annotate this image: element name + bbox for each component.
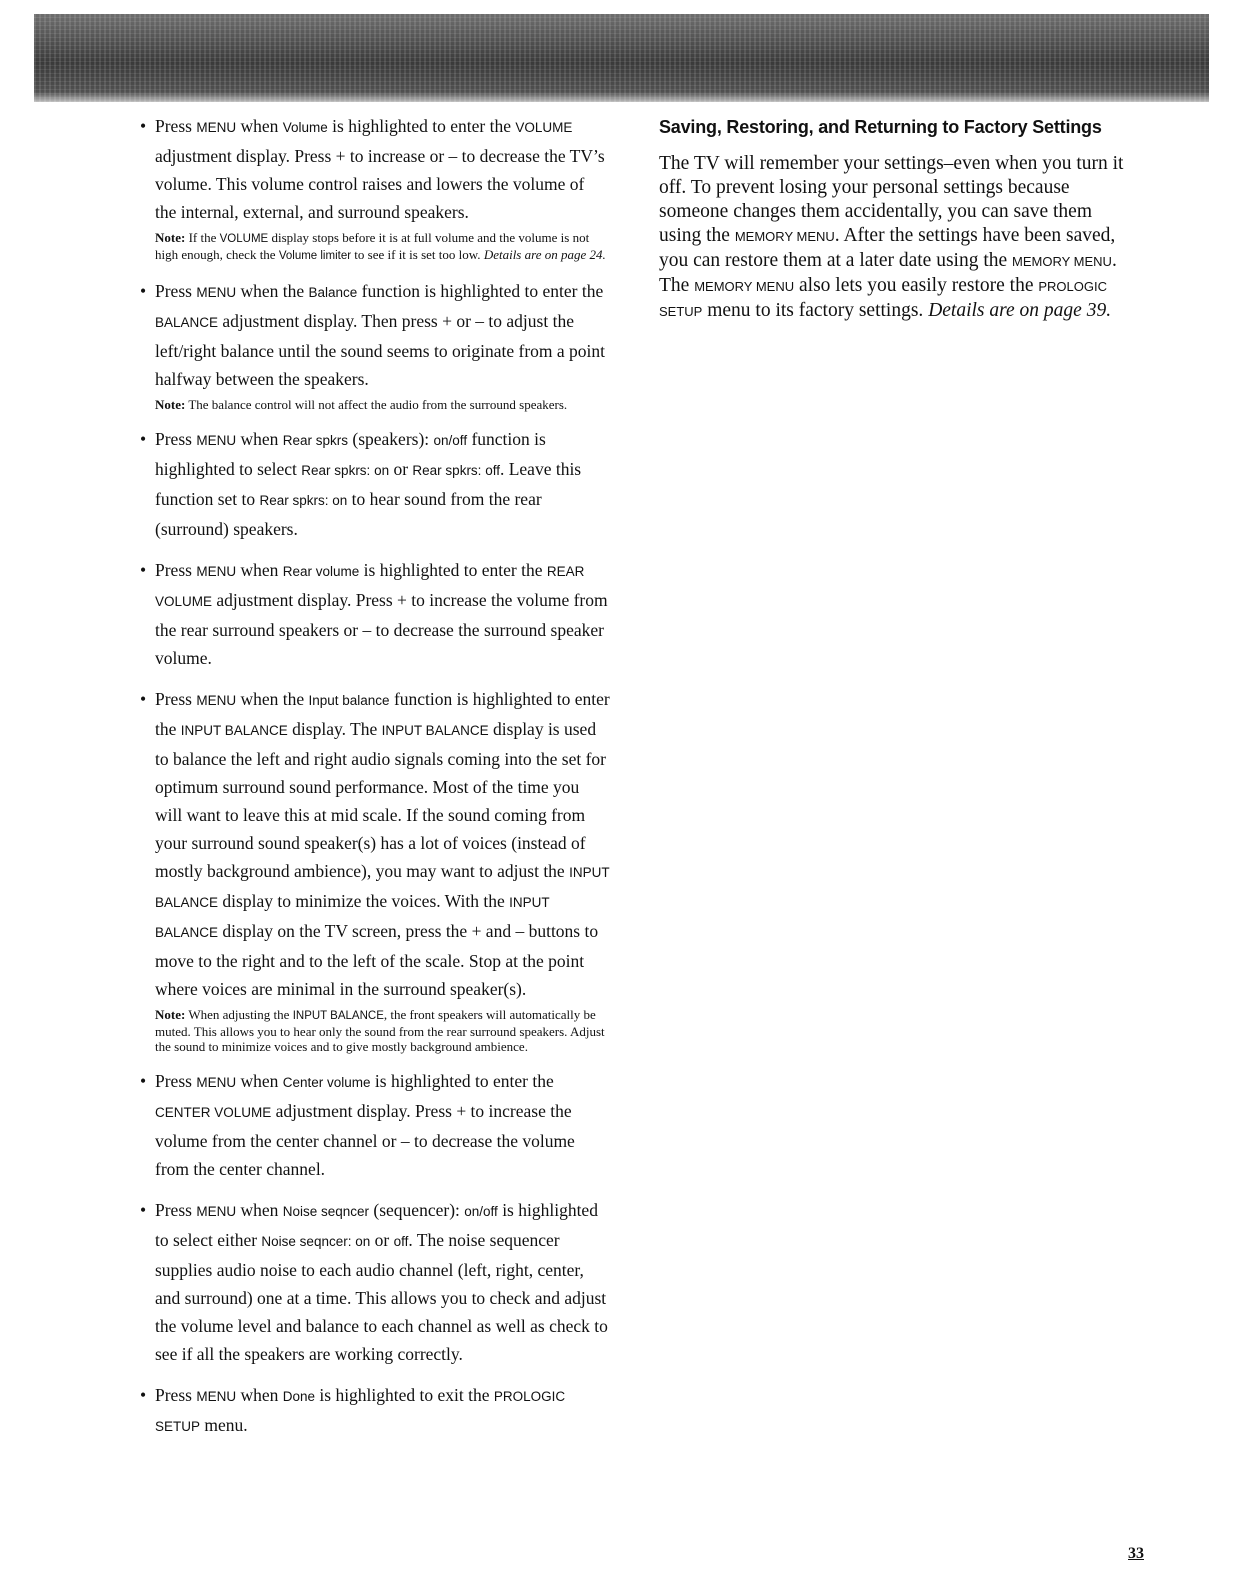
menu-term: VOLUME xyxy=(515,120,573,135)
note-label: Note: xyxy=(155,230,186,245)
bullet-dot: • xyxy=(140,689,147,709)
menu-term: MENU xyxy=(196,120,237,135)
bullet-center-volume: • Press MENU when Center volume is highlighted to enter the CENTER VOLUME adjustment display. Press + to increase the volume from the center channel or – to decrease the volume from the center channel. xyxy=(140,1067,610,1183)
page-number: 33 xyxy=(1128,1545,1144,1562)
header-band-fade xyxy=(34,92,1209,102)
bullet-dot: • xyxy=(140,1071,147,1091)
bullet-volume: • Press MENU when Volume is highlighted to enter the VOLUME adjustment display. Press + to increase or – to decrease the TV’s volume. This volume control raises and lowers the volume of the internal, external, and surround speakers. Note: If the VOLUME display stops before it is at full volume and the volume is not high enough, check the Volume limiter to see if it is set too low. Details are on page 24. xyxy=(140,112,610,264)
right-column xyxy=(659,114,1139,324)
section-heading: Saving, Restoring, and Returning to Factory Settings xyxy=(659,117,1102,137)
note-label: Note: xyxy=(155,1007,186,1022)
bullet-dot: • xyxy=(140,429,147,449)
menu-term: MENU xyxy=(196,285,237,300)
bullet-dot: • xyxy=(140,560,147,580)
bullet-dot: • xyxy=(140,1385,147,1405)
bullet-noise-sequencer: • Press MENU when Noise seqncer (sequencer): on/off is highlighted to select either Noise seqncer: on or off. The noise sequencer supplies audio noise to each audio channel (left, right, center, and surround) one at a time. This allows you to check and adjust the volume level and balance to each channel as well as check to see if all the speakers are working correctly. xyxy=(140,1196,610,1368)
note-label: Note: xyxy=(155,397,186,412)
bullet-done: • Press MENU when Done is highlighted to exit the PROLOGIC SETUP menu. xyxy=(140,1381,610,1441)
note-input-balance: Note: When adjusting the INPUT BALANCE, the front speakers will automatically be muted. This allows you to hear only the sound from the rear surround speakers. Adjust the sound to minimize voices and to give mostly background ambience. xyxy=(155,1007,605,1054)
menu-term: Balance xyxy=(308,285,358,300)
bullet-rear-volume: • Press MENU when Rear volume is highlighted to enter the REAR VOLUME adjustment display. Press + to increase the volume from the rear surround speakers or – to decrease the surround speaker volume. xyxy=(140,556,610,672)
note-balance: Note: The balance control will not affect the audio from the surround speakers. xyxy=(155,397,568,412)
page-reference: Details are on page 39. xyxy=(928,300,1112,321)
bullet-dot: • xyxy=(140,1200,147,1220)
note-volume: Note: If the VOLUME display stops before it is at full volume and the volume is not high enough, check the Volume limiter to see if it is set too low. Details are on page 24. xyxy=(155,230,606,262)
bullet-rear-speakers: • Press MENU when Rear spkrs (speakers): on/off function is highlighted to select Rear spkrs: on or Rear spkrs: off. Leave this function set to Rear spkrs: on to hear sound from the rear (surround) speakers. xyxy=(140,425,610,543)
left-column xyxy=(140,112,610,1454)
section-body: The TV will remember your settings–even when you turn it off. To prevent losing your personal settings because someone changes them accidentally, you can save them using the MEMORY MENU. After the settings have been saved, you can restore them at a later date using the MEMORY MENU. The MEMORY MENU also lets you easily restore the PROLOGIC SETUP menu to its factory settings. Details are on page 39. xyxy=(659,153,1124,321)
bullet-balance: • Press MENU when the Balance function is highlighted to enter the BALANCE adjustment display. Then press + or – to adjust the left/right balance until the sound seems to originate from a point halfway between the speakers. Note: The balance control will not affect the audio from the surround speakers. xyxy=(140,277,610,412)
page-reference: Details are on page 24. xyxy=(483,247,606,262)
header-band xyxy=(34,14,1209,102)
menu-term: Volume xyxy=(282,120,328,135)
bullet-dot: • xyxy=(140,116,147,136)
menu-term: BALANCE xyxy=(155,315,219,330)
bullet-dot: • xyxy=(140,281,147,301)
bullet-input-balance: • Press MENU when the Input balance function is highlighted to enter the INPUT BALANCE display. The INPUT BALANCE display is used to balance the left and right audio signals coming into the set for optimum surround sound performance. Most of the time you will want to leave this at mid scale. If the sound coming from your surround sound speaker(s) has a lot of voices (instead of mostly background ambience), you may want to adjust the INPUT BALANCE display to minimize the voices. With the INPUT BALANCE display on the TV screen, press the + and – buttons to move to the right and to the left of the scale. Stop at the point where voices are minimal in the surround speaker(s). Note: When adjusting the INPUT BALANCE, the front speakers will automatically be muted. This allows you to hear only the sound from the rear surround speakers. Adjust the sound to minimize voices and to give mostly background ambience. xyxy=(140,685,610,1054)
